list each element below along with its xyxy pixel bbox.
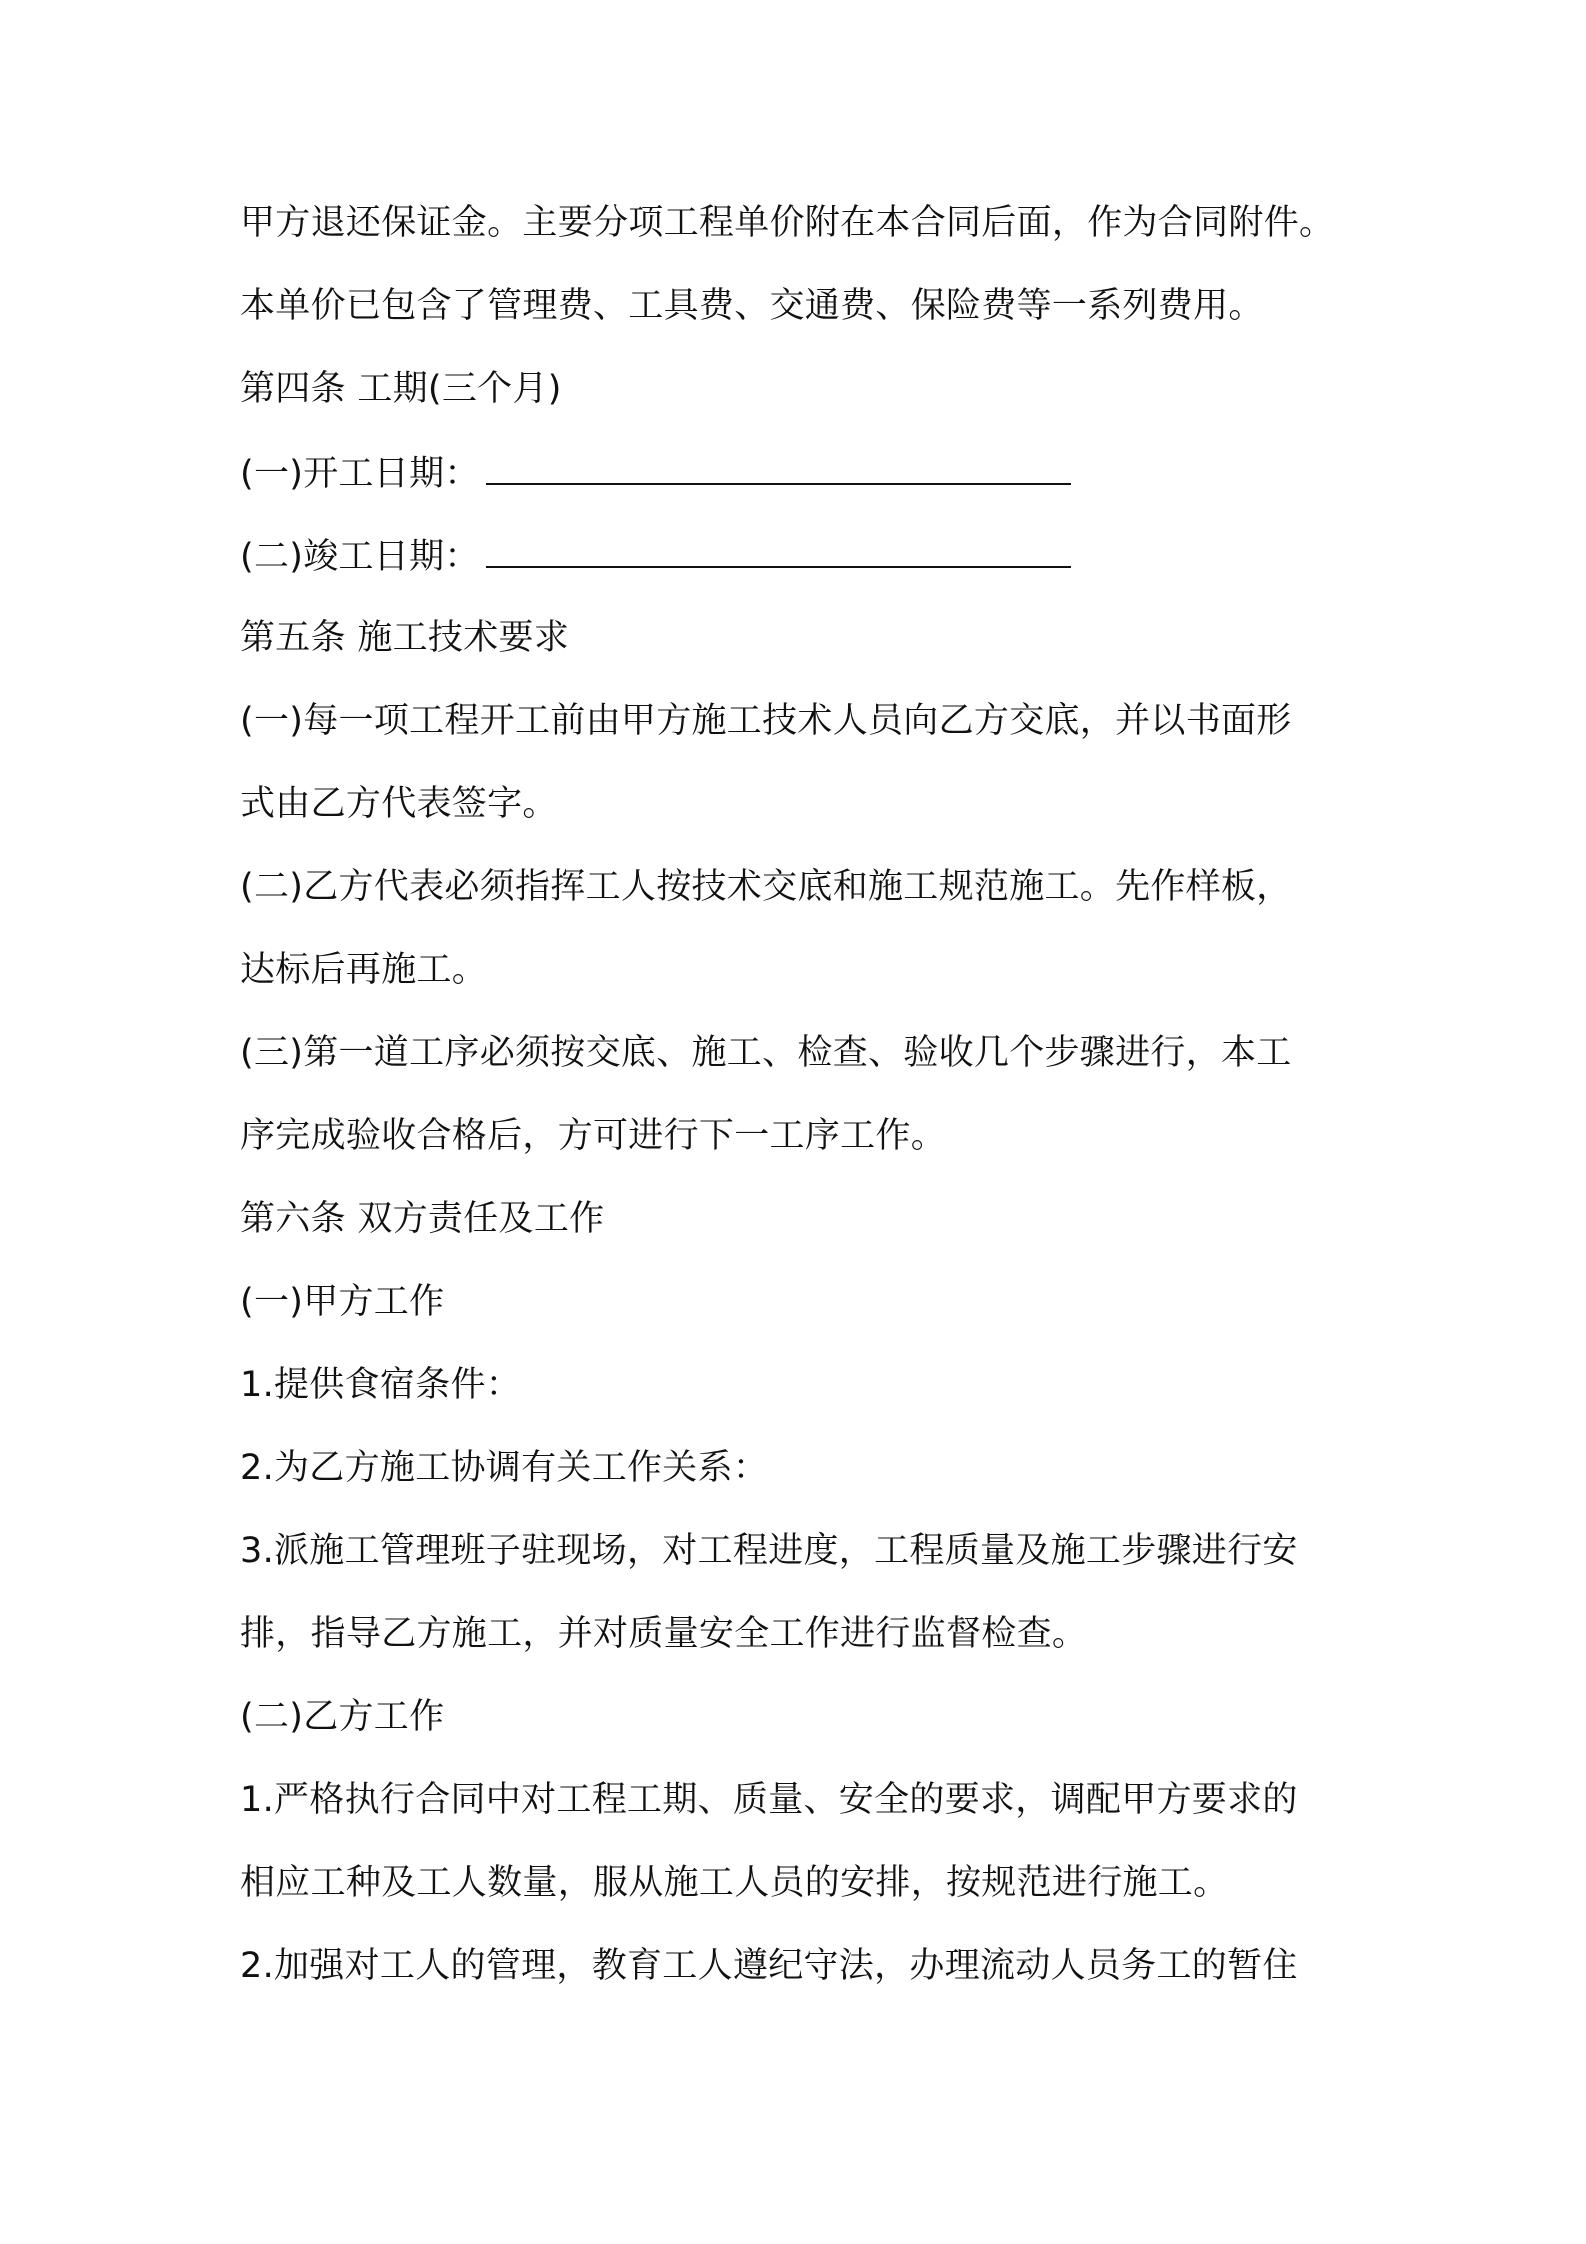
paragraph-line: (三)第一道工序必须按交底、施工、检查、验收几个步骤进行，本工: [240, 1033, 1292, 1073]
start-date-blank: [486, 447, 1071, 485]
start-date-line: [240, 447, 1360, 530]
section-heading: (二)乙方工作: [240, 1697, 445, 1737]
article-heading: 第五条 施工技术要求: [240, 618, 570, 658]
paragraph-line: 序完成验收合格后，方可进行下一工序工作。: [240, 1116, 947, 1156]
completion-date-line: [240, 530, 1360, 613]
list-item: 2.加强对工人的管理，教育工人遵纪守法，办理流动人员务工的暂住: [240, 1946, 1298, 1986]
paragraph-line: 本单价已包含了管理费、工具费、交通费、保险费等一系列费用。: [240, 286, 1264, 326]
section-heading: (一)甲方工作: [240, 1282, 445, 1322]
list-item: 1.提供食宿条件：: [240, 1365, 522, 1405]
article-heading: 第四条 工期(三个月): [240, 369, 562, 409]
list-item: 1.严格执行合同中对工程工期、质量、安全的要求，调配甲方要求的: [240, 1780, 1298, 1820]
paragraph-line: 排，指导乙方施工，并对质量安全工作进行监督检查。: [240, 1614, 1088, 1654]
paragraph-line: 甲方退还保证金。主要分项工程单价附在本合同后面，作为合同附件。: [240, 203, 1335, 243]
list-item: 3.派施工管理班子驻现场，对工程进度，工程质量及施工步骤进行安: [240, 1531, 1298, 1571]
article-heading: 第六条 双方责任及工作: [240, 1199, 605, 1239]
completion-date-blank: [486, 530, 1071, 568]
paragraph-line: 达标后再施工。: [240, 950, 488, 990]
list-item: 2.为乙方施工协调有关工作关系：: [240, 1448, 769, 1488]
start-date-label: (一)开工日期：: [240, 454, 480, 494]
paragraph-line: (二)乙方代表必须指挥工人按技术交底和施工规范施工。先作样板，: [240, 867, 1292, 907]
paragraph-line: 式由乙方代表签字。: [240, 784, 558, 824]
completion-date-label: (二)竣工日期：: [240, 537, 480, 577]
paragraph-line: (一)每一项工程开工前由甲方施工技术人员向乙方交底，并以书面形: [240, 701, 1292, 741]
paragraph-line: 相应工种及工人数量，服从施工人员的安排，按规范进行施工。: [240, 1863, 1229, 1903]
document-body: [240, 198, 1360, 2024]
